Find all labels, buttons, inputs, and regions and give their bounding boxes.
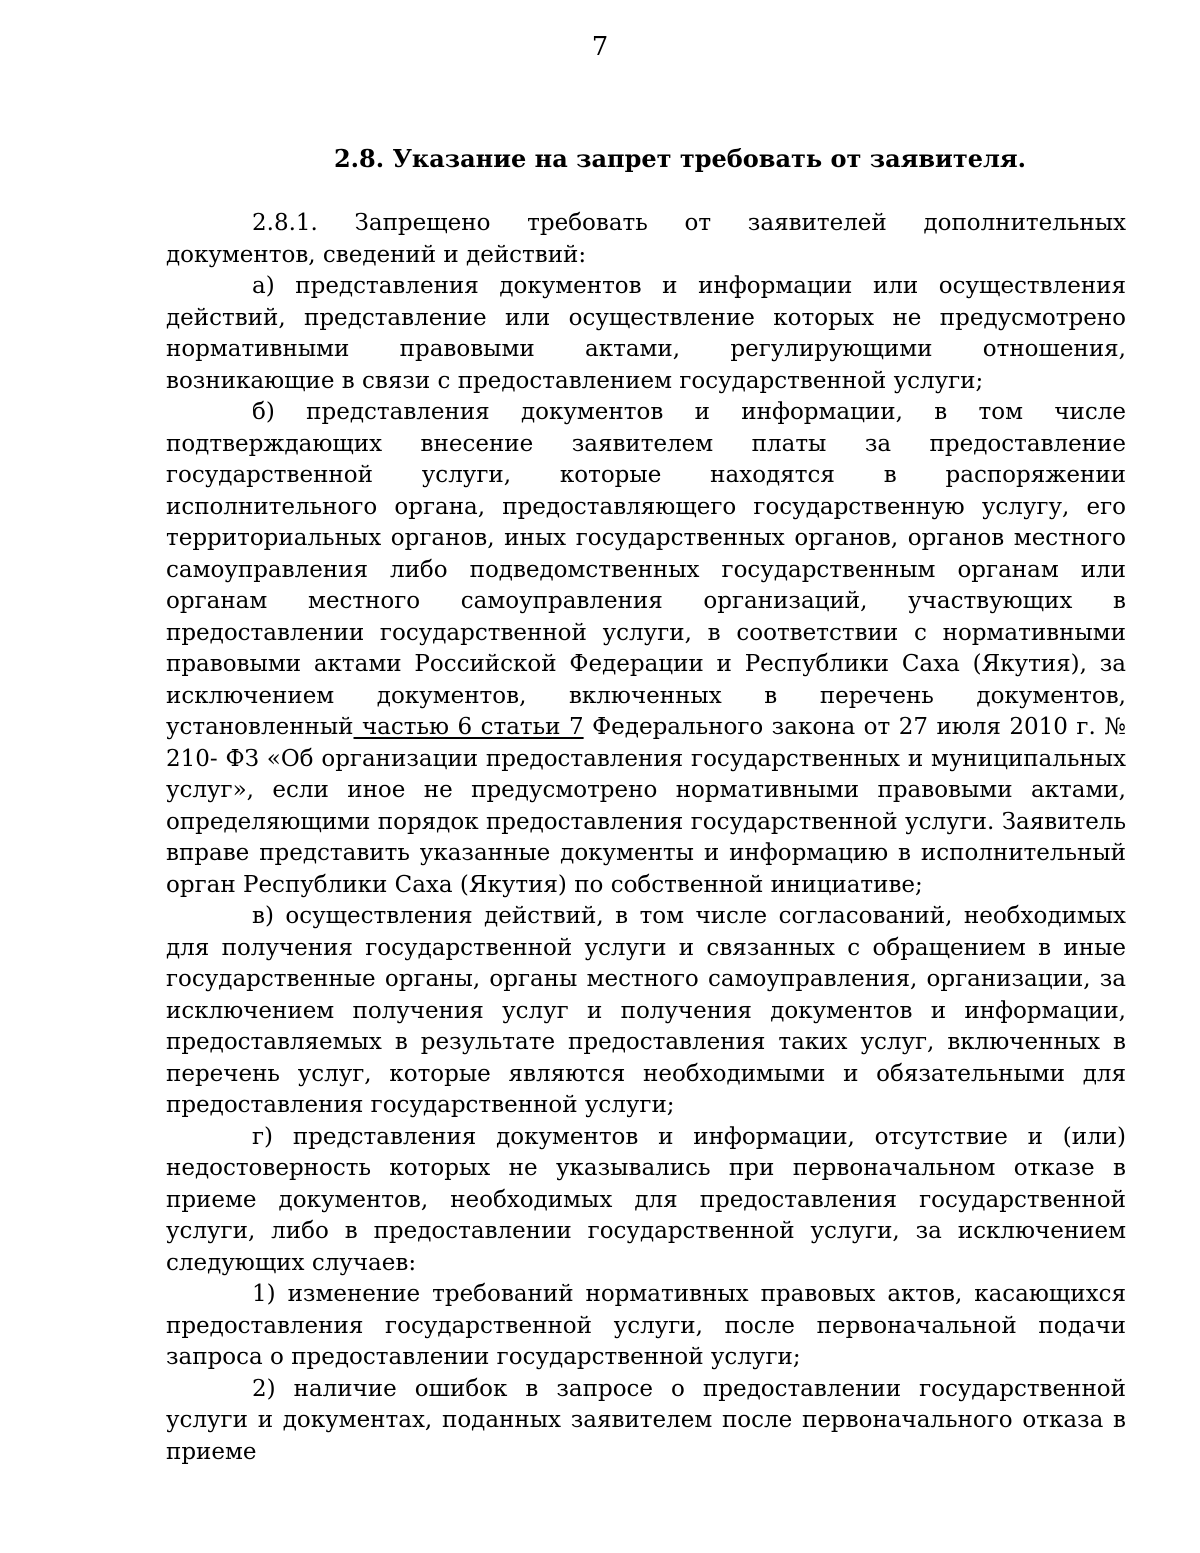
paragraph-b	[166, 397, 1126, 901]
page-number: 7	[591, 32, 609, 62]
paragraph-b-text-end: Федерального закона от 27 июля 2010 г. № 210- ФЗ «Об организации предоставления государственных и муниципальных услуг», если иное не предусмотрено нормативными правовыми актами, определяющими порядок предоставления государственной услуги. Заявитель вправе представить указанные документы и информацию в исполнительный орган Республики Саха (Якутия) по собственной инициативе;	[166, 714, 1126, 898]
list-item-1: 1) изменение требований нормативных правовых актов, касающихся предоставления государственной услуги, после первоначальной подачи запроса о предоставлении государственной услуги;	[166, 1281, 1126, 1370]
law-reference-link[interactable]: частью 6 статьи 7	[353, 714, 584, 740]
paragraph-b-text-start: б) представления документов и информации, в том числе подтверждающих внесение заявителем платы за предоставление государственной услуги, которые находятся в распоряжении исполнительного органа, предоставляющего государственную услугу, его территориальных органов, иных государственных органов, органов местного самоуправления либо подведомственных государственным органам или органам местного самоуправления организаций, участвующих в предоставлении государственной услуги, в соответствии с нормативными правовыми актами Российской Федерации и Республики Саха (Якутия), за исключением документов, включенных в перечень документов, установленный	[166, 399, 1126, 740]
list-item-2: 2) наличие ошибок в запросе о предоставлении государственной услуги и документах, поданных заявителем после первоначального отказа в приеме	[166, 1375, 1126, 1465]
paragraph-v: в) осуществления действий, в том числе согласований, необходимых для получения государственной услуги и связанных с обращением в иные государственные органы, органы местного самоуправления, организации, за исключением получения услуг и получения документов и информации, предоставляемых в результате предоставления таких услуг, включенных в перечень услуг, которые являются необходимыми и обязательными для предоставления государственной услуги;	[166, 903, 1126, 1118]
document-body	[166, 208, 1126, 1468]
paragraph-a: а) представления документов и информации или осуществления действий, представление или осуществление которых не предусмотрено нормативными правовыми актами, регулирующими отношения, возникающие в связи с предоставлением государственной услуги;	[166, 273, 1126, 394]
section-title: 2.8. Указание на запрет требовать от заявителя.	[333, 144, 1026, 173]
paragraph-g: г) представления документов и информации, отсутствие и (или) недостоверность которых не указывались при первоначальном отказе в приеме документов, необходимых для предоставления государственной услуги, либо в предоставлении государственной услуги, за исключением следующих случаев:	[166, 1123, 1126, 1276]
paragraph-2-8-1: 2.8.1. Запрещено требовать от заявителей дополнительных документов, сведений и действий:	[166, 210, 1126, 268]
